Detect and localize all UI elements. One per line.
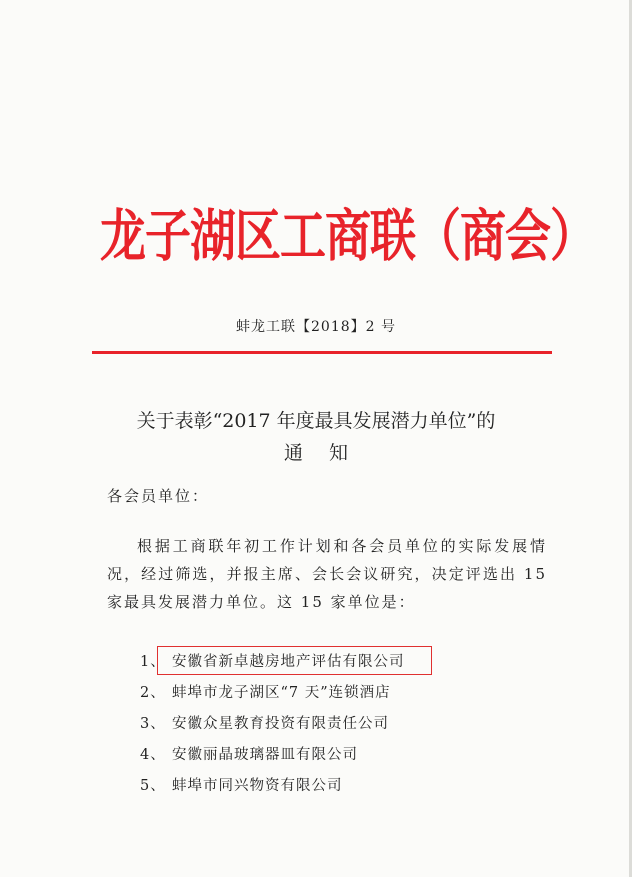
list-item-name: 蚌埠市同兴物资有限公司 — [172, 778, 343, 794]
org-letterhead-title: 龙子湖区工商联（商会） — [100, 202, 595, 269]
salutation: 各会员单位： — [107, 487, 210, 505]
list-item-name: 安徽丽晶玻璃器皿有限公司 — [172, 747, 358, 763]
notice-title — [0, 405, 632, 469]
list-item-number: 2、 — [140, 685, 166, 701]
list-item — [140, 679, 560, 710]
list-item — [140, 710, 560, 741]
list-item — [140, 772, 560, 803]
letterhead-red-rule — [92, 351, 552, 354]
body-paragraph: 根据工商联年初工作计划和各会员单位的实际发展情况，经过筛选，并报主席、会长会议研究，决定评选出 15 家最具发展潜力单位。这 15 家单位是： — [107, 537, 547, 611]
document-number: 蚌龙工联【2018】2 号 — [236, 319, 396, 335]
list-item-name: 蚌埠市龙子湖区“7 天”连锁酒店 — [172, 685, 391, 701]
notice-title-line1: 关于表彰“2017 年度最具发展潜力单位”的 — [136, 410, 496, 432]
highlight-annotation-box — [157, 646, 432, 675]
list-item-number: 4、 — [140, 747, 166, 763]
list-item-number: 3、 — [140, 716, 166, 732]
list-item-number: 1、 — [140, 654, 166, 670]
list-item-name: 安徽省新卓越房地产评估有限公司 — [172, 654, 405, 670]
list-item — [140, 741, 560, 772]
list-item-number: 5、 — [140, 778, 166, 794]
notice-title-line2: 通知 — [283, 442, 374, 464]
list-item-name: 安徽众星教育投资有限责任公司 — [172, 716, 389, 732]
